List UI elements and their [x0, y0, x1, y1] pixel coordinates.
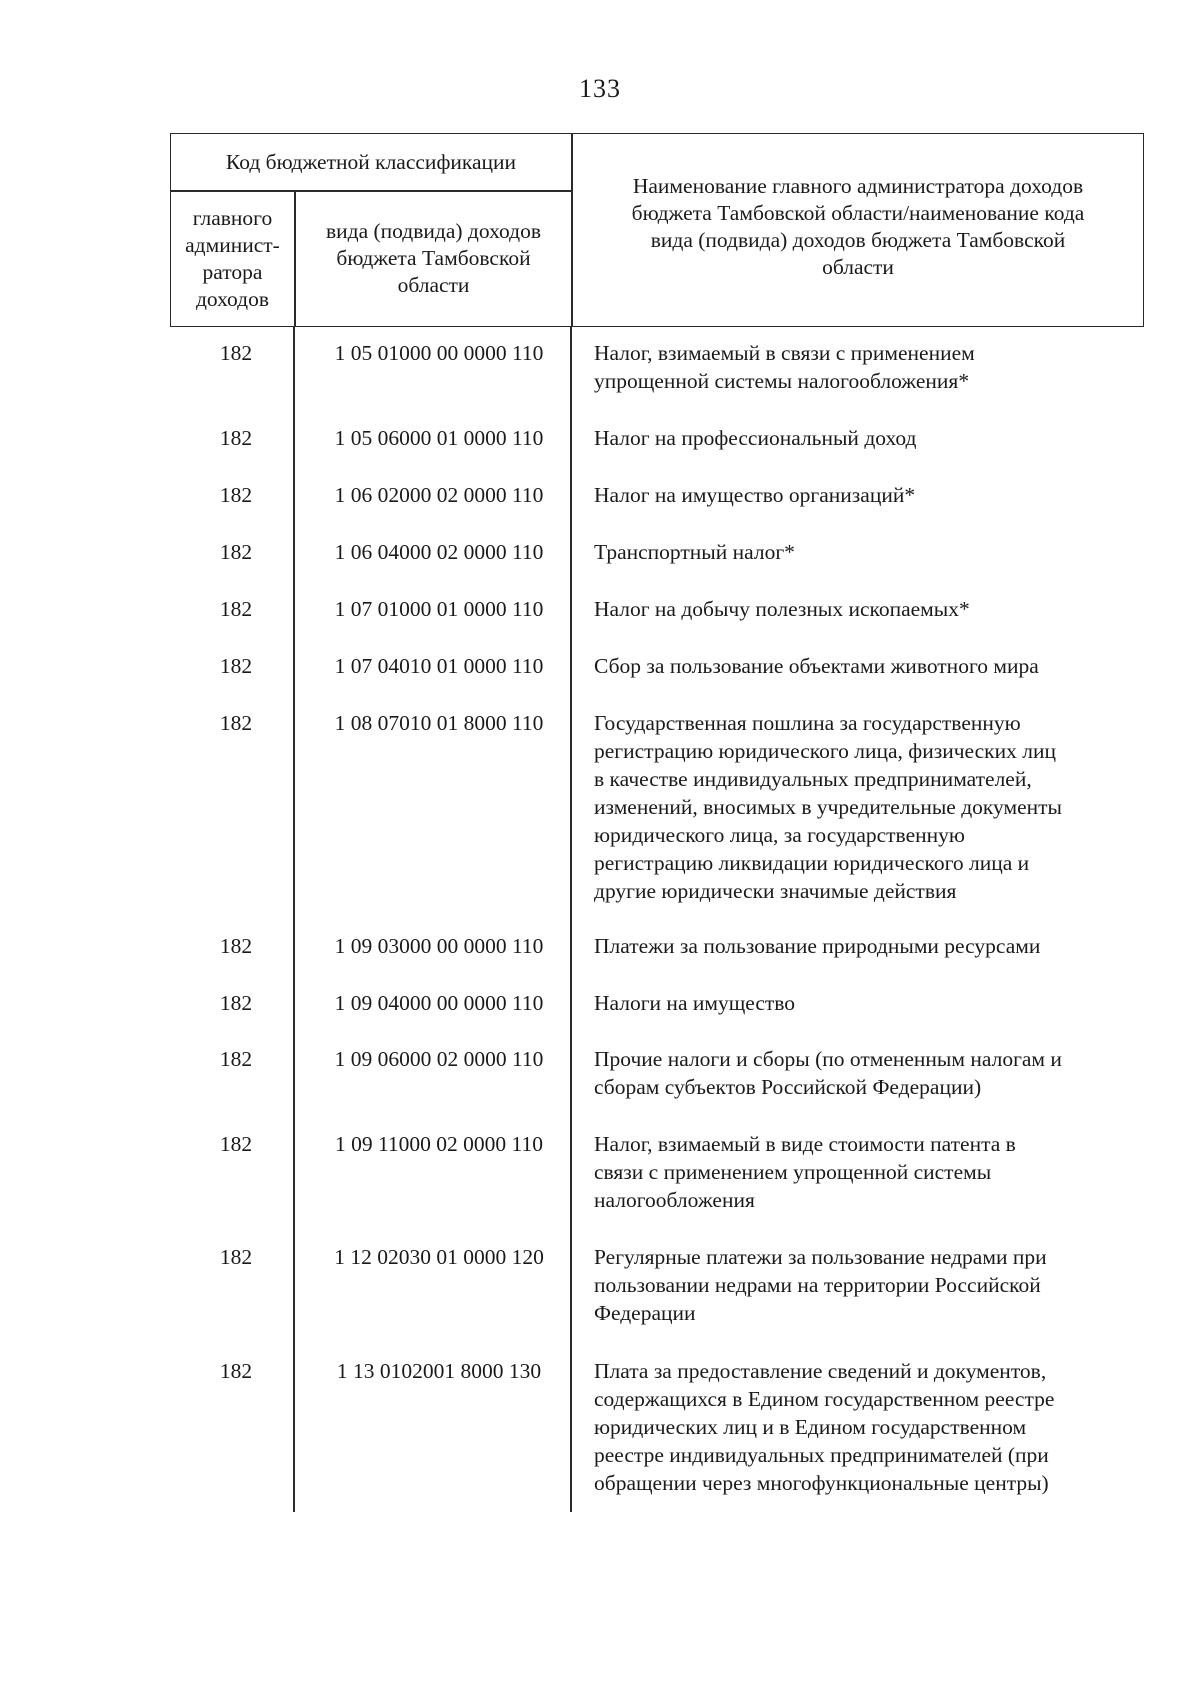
- income-name-line: Платежи за пользование природными ресурсами: [594, 934, 1041, 958]
- income-name-cell: [594, 481, 1149, 509]
- income-name-line: связи с применением упрощенной системы: [594, 1160, 992, 1184]
- income-name-line: Государственная пошлина за государственную: [594, 711, 1021, 735]
- income-name-line: Налог, взимаемый в виде стоимости патента в: [594, 1132, 1016, 1156]
- income-name-cell: [594, 538, 1149, 566]
- income-name-line: Плата за предоставление сведений и документов,: [594, 1359, 1047, 1383]
- income-code-cell: 1 12 02030 01 0000 120: [334, 1245, 544, 1269]
- admin-code-cell: 182: [219, 991, 253, 1015]
- income-code-cell: 1 09 11000 02 0000 110: [334, 1132, 544, 1156]
- income-name-line: другие юридически значимые действия: [594, 879, 957, 903]
- admin-code-cell: 182: [219, 341, 253, 365]
- admin-code-cell: 182: [219, 540, 253, 564]
- column-separator-1: [293, 327, 295, 1512]
- income-code-cell: 1 05 06000 01 0000 110: [334, 426, 544, 450]
- header-name-line: вида (подвида) доходов бюджета Тамбовской: [650, 228, 1066, 252]
- income-name-line: реестре индивидуальных предпринимателей (при: [594, 1443, 1049, 1467]
- header-admin-line: доходов: [195, 287, 270, 311]
- income-name-line: изменений, вносимых в учредительные документы: [594, 795, 1063, 819]
- admin-code-cell: 182: [219, 426, 253, 450]
- income-name-cell: [594, 595, 1149, 623]
- income-code-cell: 1 09 03000 00 0000 110: [334, 934, 544, 958]
- income-name-line: юридических лиц и в Едином государственном: [594, 1415, 1027, 1439]
- income-code-cell: 1 06 02000 02 0000 110: [334, 483, 544, 507]
- header-name-column: [573, 173, 1143, 281]
- income-name-cell: [594, 424, 1149, 452]
- header-name-line: Наименование главного администратора доходов: [632, 174, 1084, 198]
- income-name-line: Регулярные платежи за пользование недрами при: [594, 1245, 1047, 1269]
- income-name-line: упрощенной системы налогообложения*: [594, 369, 970, 393]
- header-group-title: Код бюджетной классификации: [225, 150, 517, 174]
- income-code-cell: 1 09 06000 02 0000 110: [334, 1047, 544, 1071]
- income-name-line: Налог на профессиональный доход: [594, 426, 917, 450]
- header-admin-line: админист-: [185, 233, 280, 257]
- income-name-line: Налог, взимаемый в связи с применением: [594, 341, 975, 365]
- income-name-cell: [594, 1243, 1149, 1327]
- income-name-line: Транспортный налог*: [594, 540, 795, 564]
- income-code-cell: 1 07 04010 01 0000 110: [334, 654, 544, 678]
- income-name-line: содержащихся в Едином государственном реестре: [594, 1387, 1055, 1411]
- income-name-line: обращении через многофункциональные центры): [594, 1471, 1049, 1495]
- income-code-cell: 1 13 0102001 8000 130: [336, 1359, 542, 1383]
- income-name-cell: [594, 339, 1149, 395]
- page-number: 133: [579, 74, 621, 103]
- admin-code-cell: 182: [219, 1359, 253, 1383]
- income-name-cell: [594, 709, 1149, 905]
- income-name-line: регистрацию юридического лица, физических лиц: [594, 739, 1056, 763]
- admin-code-cell: 182: [219, 934, 253, 958]
- income-code-cell: 1 09 04000 00 0000 110: [334, 991, 544, 1015]
- income-name-cell: [594, 1357, 1149, 1497]
- table-header: [170, 133, 1144, 327]
- header-code-line: области: [397, 273, 470, 297]
- income-name-cell: [594, 652, 1149, 680]
- header-admin-line: ратора: [202, 260, 263, 284]
- income-code-cell: 1 07 01000 01 0000 110: [334, 597, 544, 621]
- header-code-line: вида (подвида) доходов: [326, 219, 541, 243]
- income-name-cell: [594, 932, 1149, 960]
- income-name-line: Налог на добычу полезных ископаемых*: [594, 597, 970, 621]
- income-name-line: Налоги на имущество: [594, 991, 796, 1015]
- admin-code-cell: 182: [219, 711, 253, 735]
- header-admin-line: главного: [192, 206, 273, 230]
- header-code-line: бюджета Тамбовской: [336, 246, 531, 270]
- header-divider-group: [171, 190, 572, 192]
- income-name-line: в качестве индивидуальных предпринимателей,: [594, 767, 1032, 791]
- admin-code-cell: 182: [219, 1047, 253, 1071]
- header-name-line: бюджета Тамбовской области/наименование кода: [631, 201, 1085, 225]
- admin-code-cell: 182: [219, 654, 253, 678]
- admin-code-cell: 182: [219, 1245, 253, 1269]
- income-name-line: сборам субъектов Российской Федерации): [594, 1075, 982, 1099]
- income-name-line: регистрацию ликвидации юридического лица и: [594, 851, 1030, 875]
- income-name-line: Федерации: [594, 1301, 696, 1325]
- header-name-line: области: [822, 255, 894, 279]
- income-code-cell: 1 05 01000 00 0000 110: [334, 341, 544, 365]
- income-name-line: налогообложения: [594, 1188, 755, 1212]
- admin-code-cell: 182: [219, 1132, 253, 1156]
- admin-code-cell: 182: [219, 597, 253, 621]
- income-name-cell: [594, 989, 1149, 1017]
- income-code-cell: 1 08 07010 01 8000 110: [334, 711, 544, 735]
- header-admin-column: [171, 205, 294, 313]
- income-name-cell: [594, 1045, 1149, 1101]
- income-name-line: Сбор за пользование объектами животного мира: [594, 654, 1039, 678]
- income-name-line: пользовании недрами на территории Российской: [594, 1273, 1041, 1297]
- income-name-line: юридического лица, за государственную: [594, 823, 965, 847]
- admin-code-cell: 182: [219, 483, 253, 507]
- income-code-cell: 1 06 04000 02 0000 110: [334, 540, 544, 564]
- income-name-line: Прочие налоги и сборы (по отмененным налогам и: [594, 1047, 1062, 1071]
- income-name-cell: [594, 1130, 1149, 1214]
- income-name-line: Налог на имущество организаций*: [594, 483, 916, 507]
- header-code-column: [296, 218, 571, 299]
